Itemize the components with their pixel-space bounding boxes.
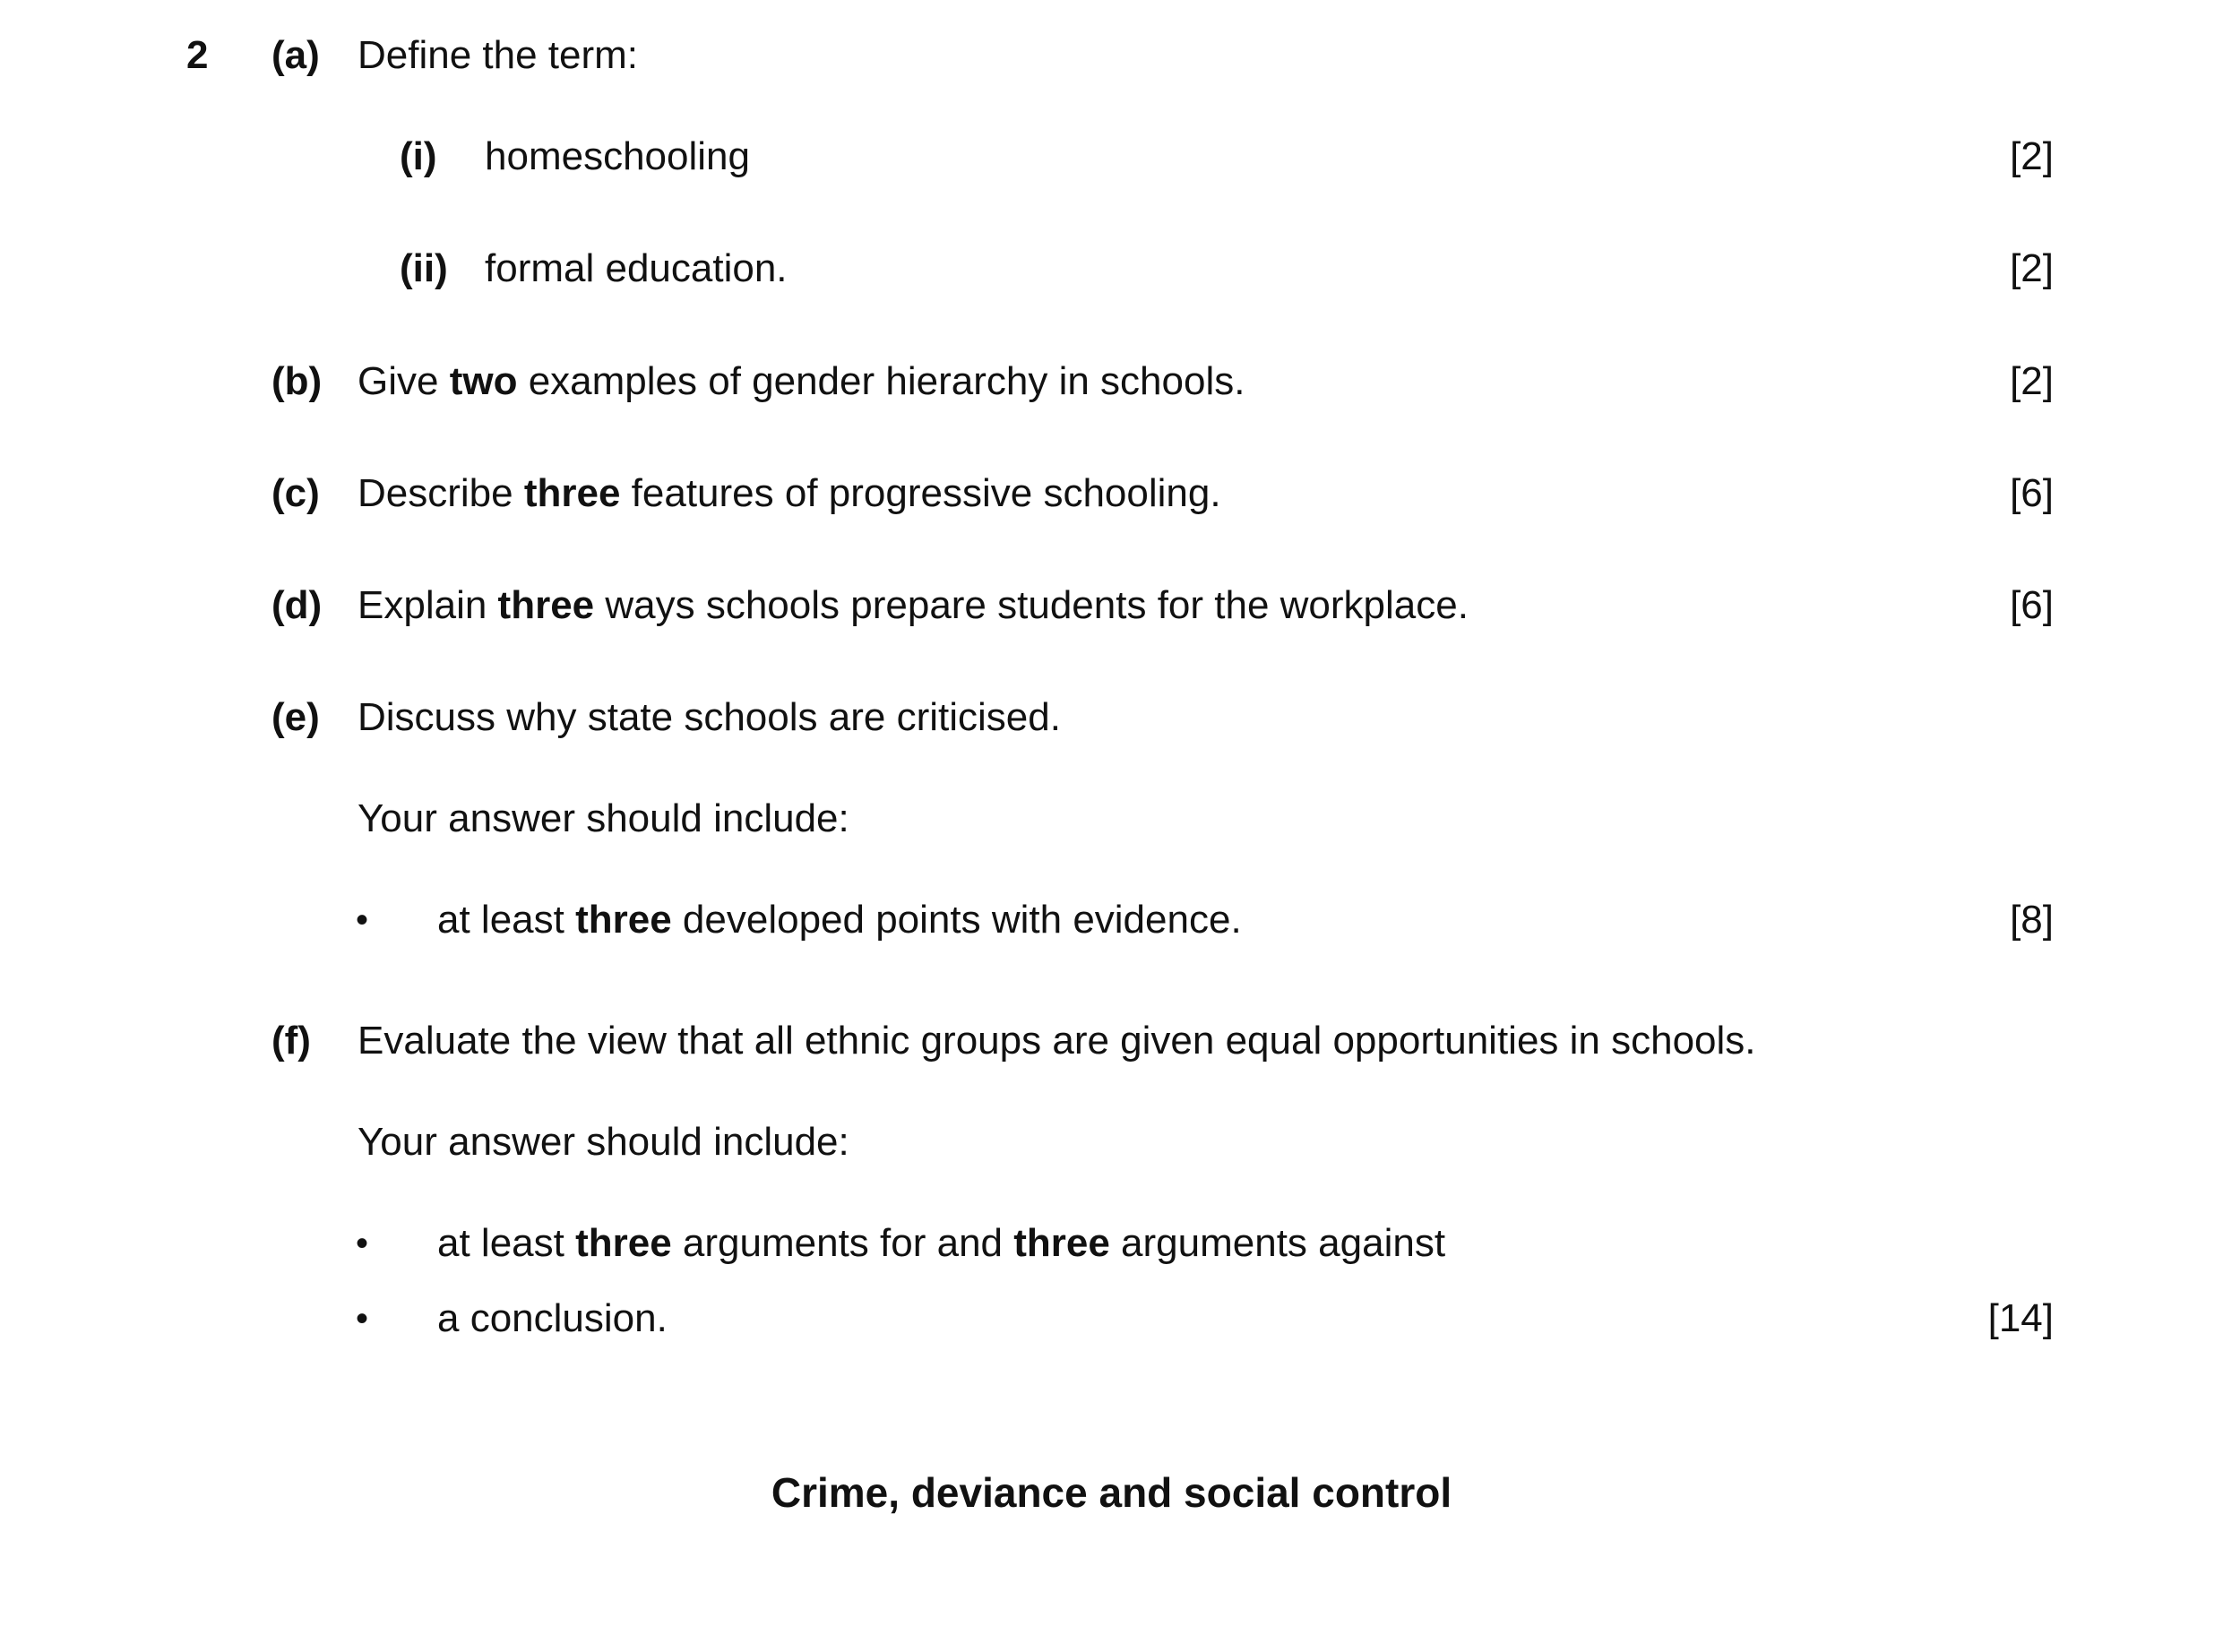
marks-a-i: [2] [2010, 134, 2054, 178]
part-label-c: (c) [271, 471, 320, 515]
part-label-f: (f) [271, 1019, 311, 1063]
part-e-instruction-line [0, 796, 2223, 853]
bullet-icon: • [356, 1299, 369, 1338]
subpart-a-i [0, 134, 2223, 191]
marks-e: [8] [2010, 898, 2054, 942]
bullet-icon: • [356, 1224, 369, 1263]
part-label-e: (e) [271, 695, 320, 739]
part-f-bullet-1 [0, 1221, 2223, 1278]
part-e-instruction: Your answer should include: [358, 796, 849, 840]
part-e-text: Discuss why state schools are criticised. [358, 695, 1061, 739]
question-2-part-d [0, 583, 2223, 640]
marks-f: [14] [1987, 1296, 2054, 1340]
part-f-bullet-2-text: a conclusion. [437, 1296, 668, 1340]
question-2-part-b [0, 359, 2223, 416]
marks-d: [6] [2010, 583, 2054, 627]
part-f-bullet-2 [0, 1296, 2223, 1353]
part-f-bullet-1-text: at least three arguments for and three arguments against [437, 1221, 1446, 1265]
part-f-instruction-line [0, 1120, 2223, 1176]
part-c-text: Describe three features of progressive schooling. [358, 471, 1221, 515]
part-f-text: Evaluate the view that all ethnic groups are given equal opportunities in schools. [358, 1019, 1756, 1063]
part-label-a: (a) [271, 33, 320, 77]
part-b-text: Give two examples of gender hierarchy in schools. [358, 359, 1245, 403]
part-label-b: (b) [271, 359, 323, 403]
subpart-i-text: homeschooling [485, 134, 750, 178]
subpart-a-ii [0, 246, 2223, 303]
question-2-part-c [0, 471, 2223, 528]
part-label-d: (d) [271, 583, 323, 627]
marks-a-ii: [2] [2010, 246, 2054, 290]
question-2-part-e [0, 695, 2223, 752]
part-d-text: Explain three ways schools prepare students for the workplace. [358, 583, 1469, 627]
subpart-label-i: (i) [400, 134, 437, 178]
part-a-text: Define the term: [358, 33, 639, 77]
question-number: 2 [186, 33, 209, 77]
section-heading: Crime, deviance and social control [771, 1469, 1452, 1516]
marks-b: [2] [2010, 359, 2054, 403]
question-2-part-a [0, 33, 2223, 90]
subpart-label-ii: (ii) [400, 246, 448, 290]
bullet-icon: • [356, 900, 369, 940]
part-e-bullet-1-text: at least three developed points with evidence. [437, 898, 1242, 942]
part-e-bullet-1 [0, 900, 2223, 954]
part-f-instruction: Your answer should include: [358, 1120, 849, 1164]
subpart-ii-text: formal education. [485, 246, 788, 290]
marks-c: [6] [2010, 471, 2054, 515]
question-2-part-f [0, 1021, 2223, 1075]
